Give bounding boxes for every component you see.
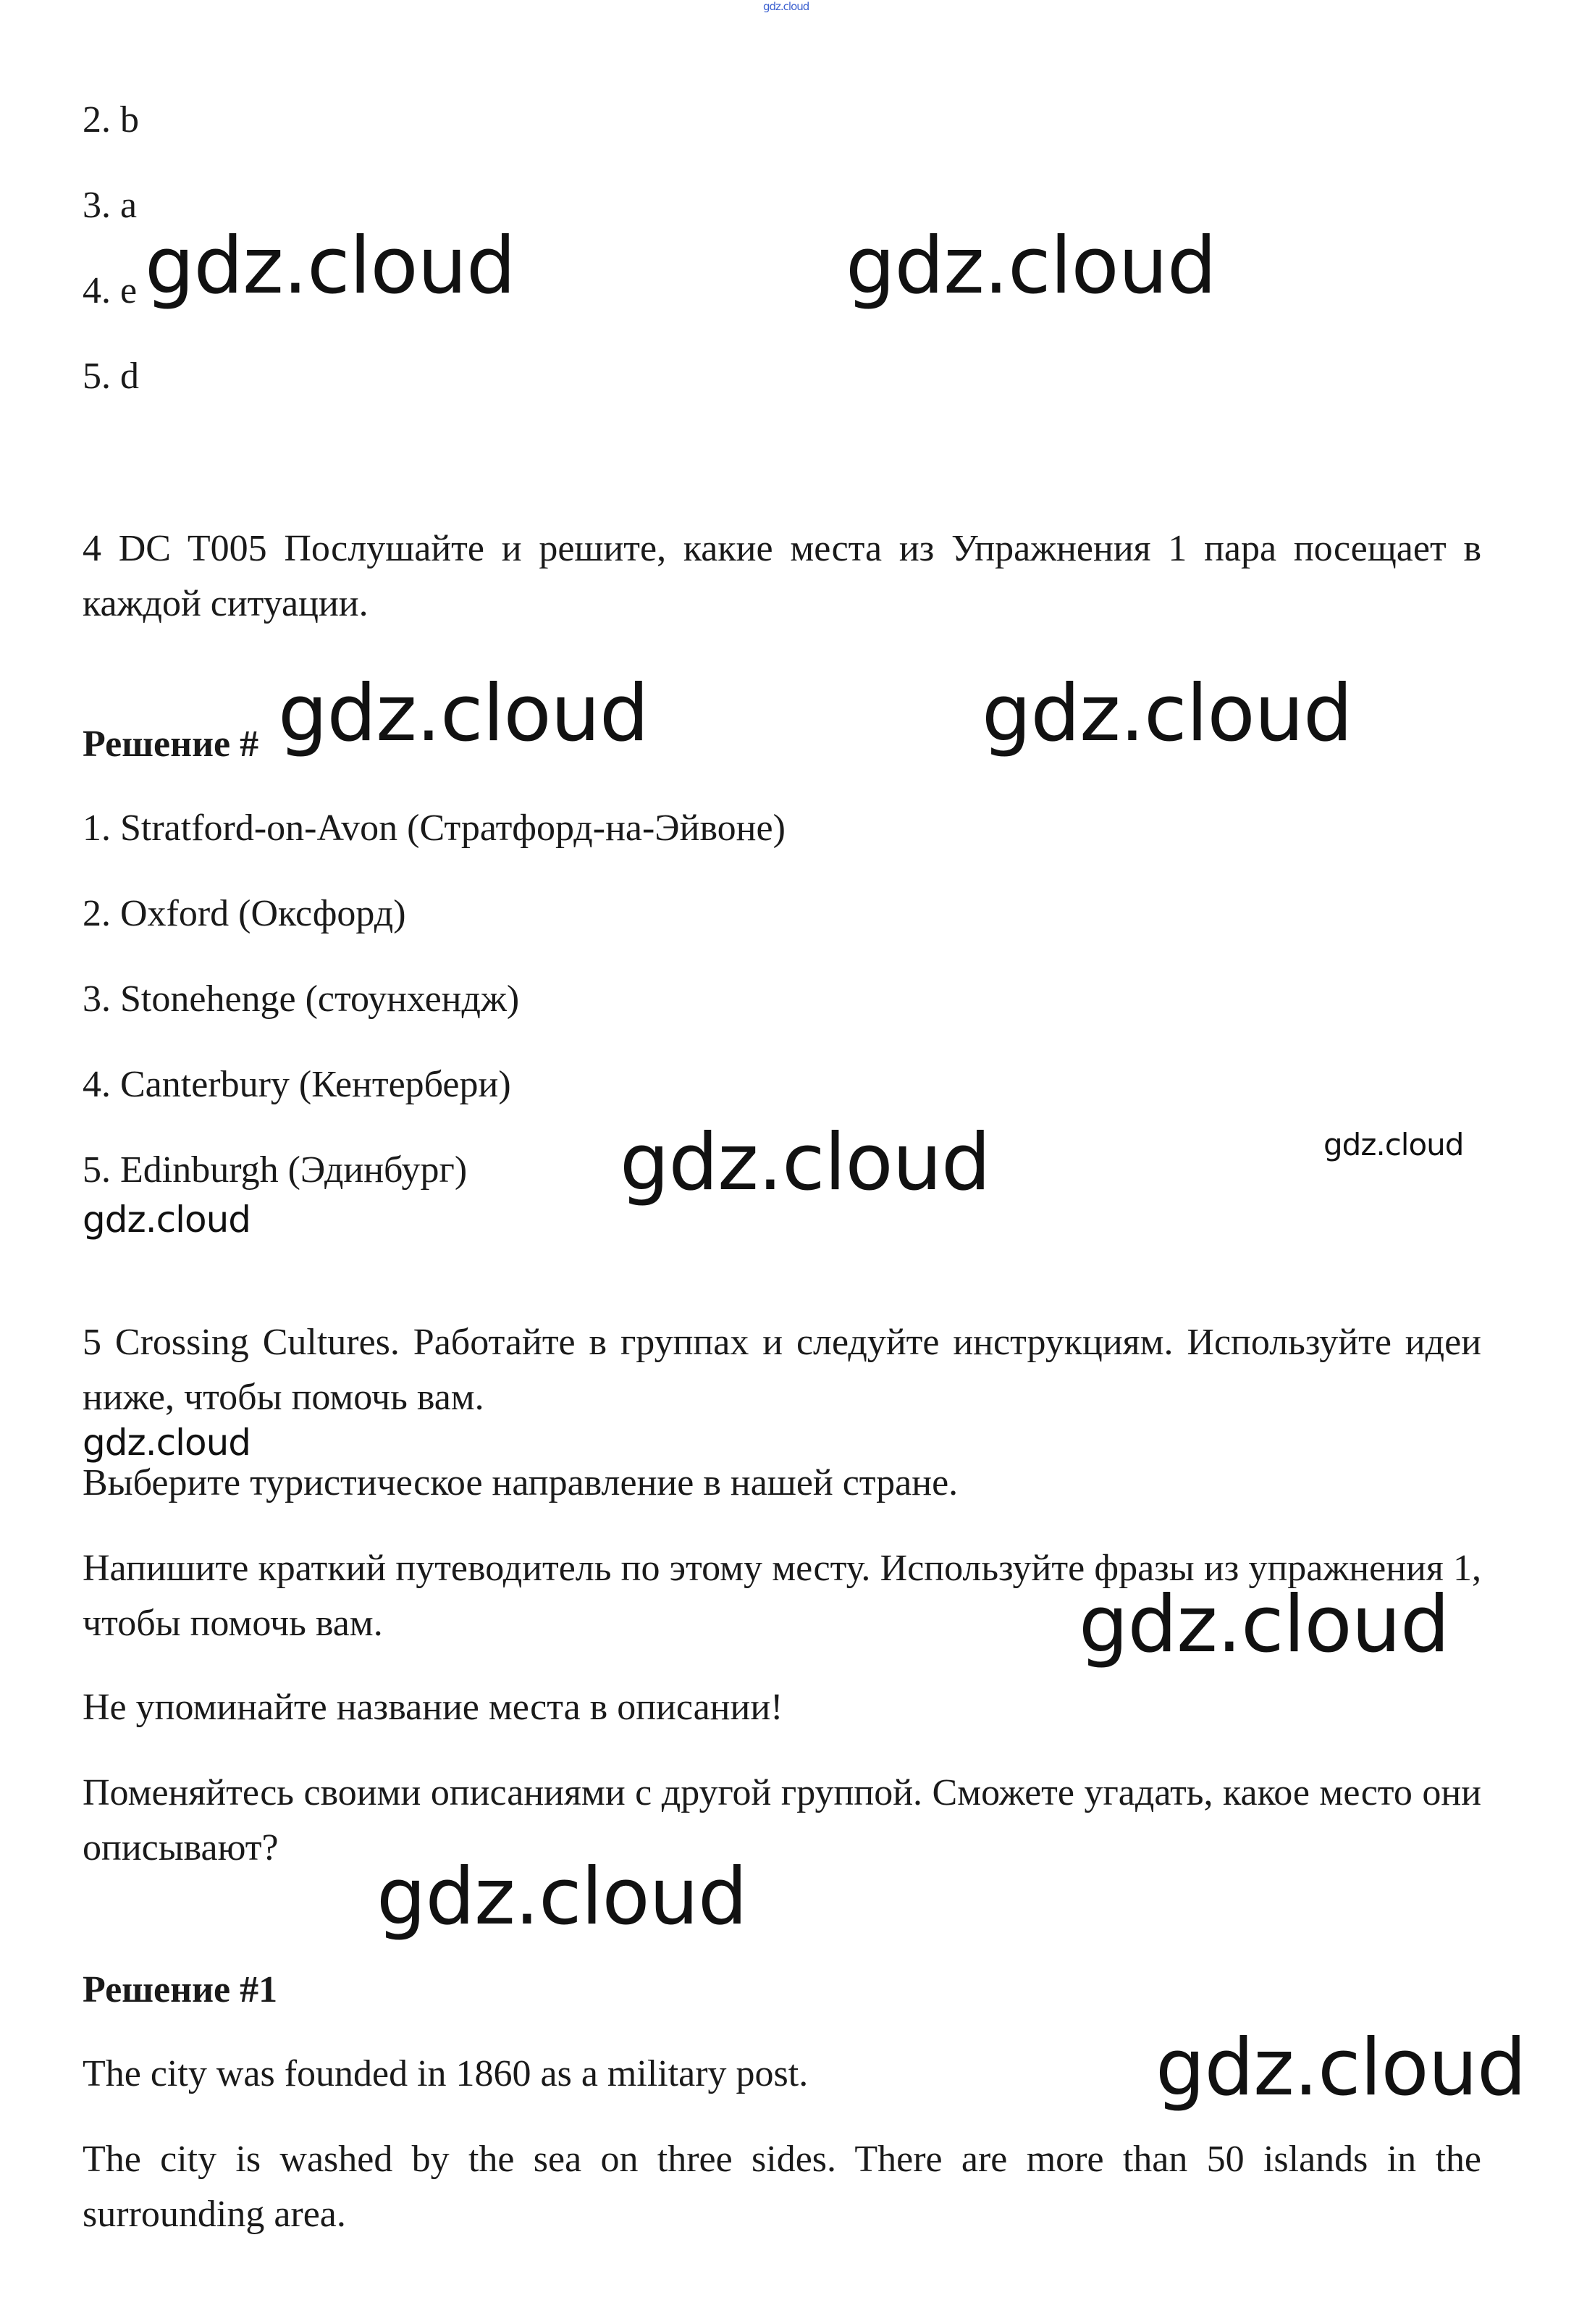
watermark: gdz.cloud [145,221,515,311]
watermark: gdz.cloud [1155,2023,1526,2113]
solution-item: 5. Edinburgh (Эдинбург) [83,1149,468,1191]
solution-paragraph: The city was founded in 1860 as a military post. [83,2053,809,2094]
answer-line: 3. a [83,185,138,226]
watermark: gdz.cloud [620,1117,990,1208]
watermark: gdz.cloud [278,668,649,759]
watermark: gdz.cloud [846,221,1216,311]
answer-line: 5. d [83,356,139,397]
watermark: gdz.cloud [1079,1580,1449,1670]
header-watermark: gdz.cloud [763,0,809,13]
watermark: gdz.cloud [982,668,1352,759]
watermark: gdz.cloud [376,1852,747,1942]
exercise-5-solution-heading: Решение #1 [83,1969,278,2010]
instruction-paragraph: Не упоминайте название места в описании! [83,1687,783,1728]
watermark: gdz.cloud [83,1422,251,1464]
answer-line: 4. e [83,270,138,311]
instruction-paragraph: Напишите краткий путеводитель по этому месту. Используйте фразы из упражнения 1, чтобы помочь вам. [83,1548,1481,1644]
instruction-paragraph: Выберите туристическое направление в нашей стране. [83,1462,959,1503]
solution-item: 2. Oxford (Оксфорд) [83,893,406,934]
answer-line: 2. b [83,99,139,140]
exercise-4-text: 4 DC T005 Послушайте и решите, какие места из Упражнения 1 пара посещает в каждой ситуации. [83,528,1481,624]
solution-item: 3. Stonehenge (стоунхендж) [83,978,520,1020]
solution-item: 4. Canterbury (Кентербери) [83,1064,511,1105]
solution-paragraph: The city is washed by the sea on three sides. There are more than 50 islands in the surrounding area. [83,2139,1481,2235]
watermark: gdz.cloud [83,1199,251,1241]
instruction-paragraph: Поменяйтесь своими описаниями с другой группой. Сможете угадать, какое место они описывают? [83,1772,1481,1868]
watermark: gdz.cloud [1323,1127,1464,1162]
exercise-4-solution-heading: Решение # [83,723,259,765]
solution-item: 1. Stratford-on-Avon (Стратфорд-на-Эйвоне) [83,807,786,849]
exercise-5-text: 5 Crossing Cultures. Работайте в группах и следуйте инструкциям. Используйте идеи ниже, чтобы помочь вам. [83,1322,1481,1418]
